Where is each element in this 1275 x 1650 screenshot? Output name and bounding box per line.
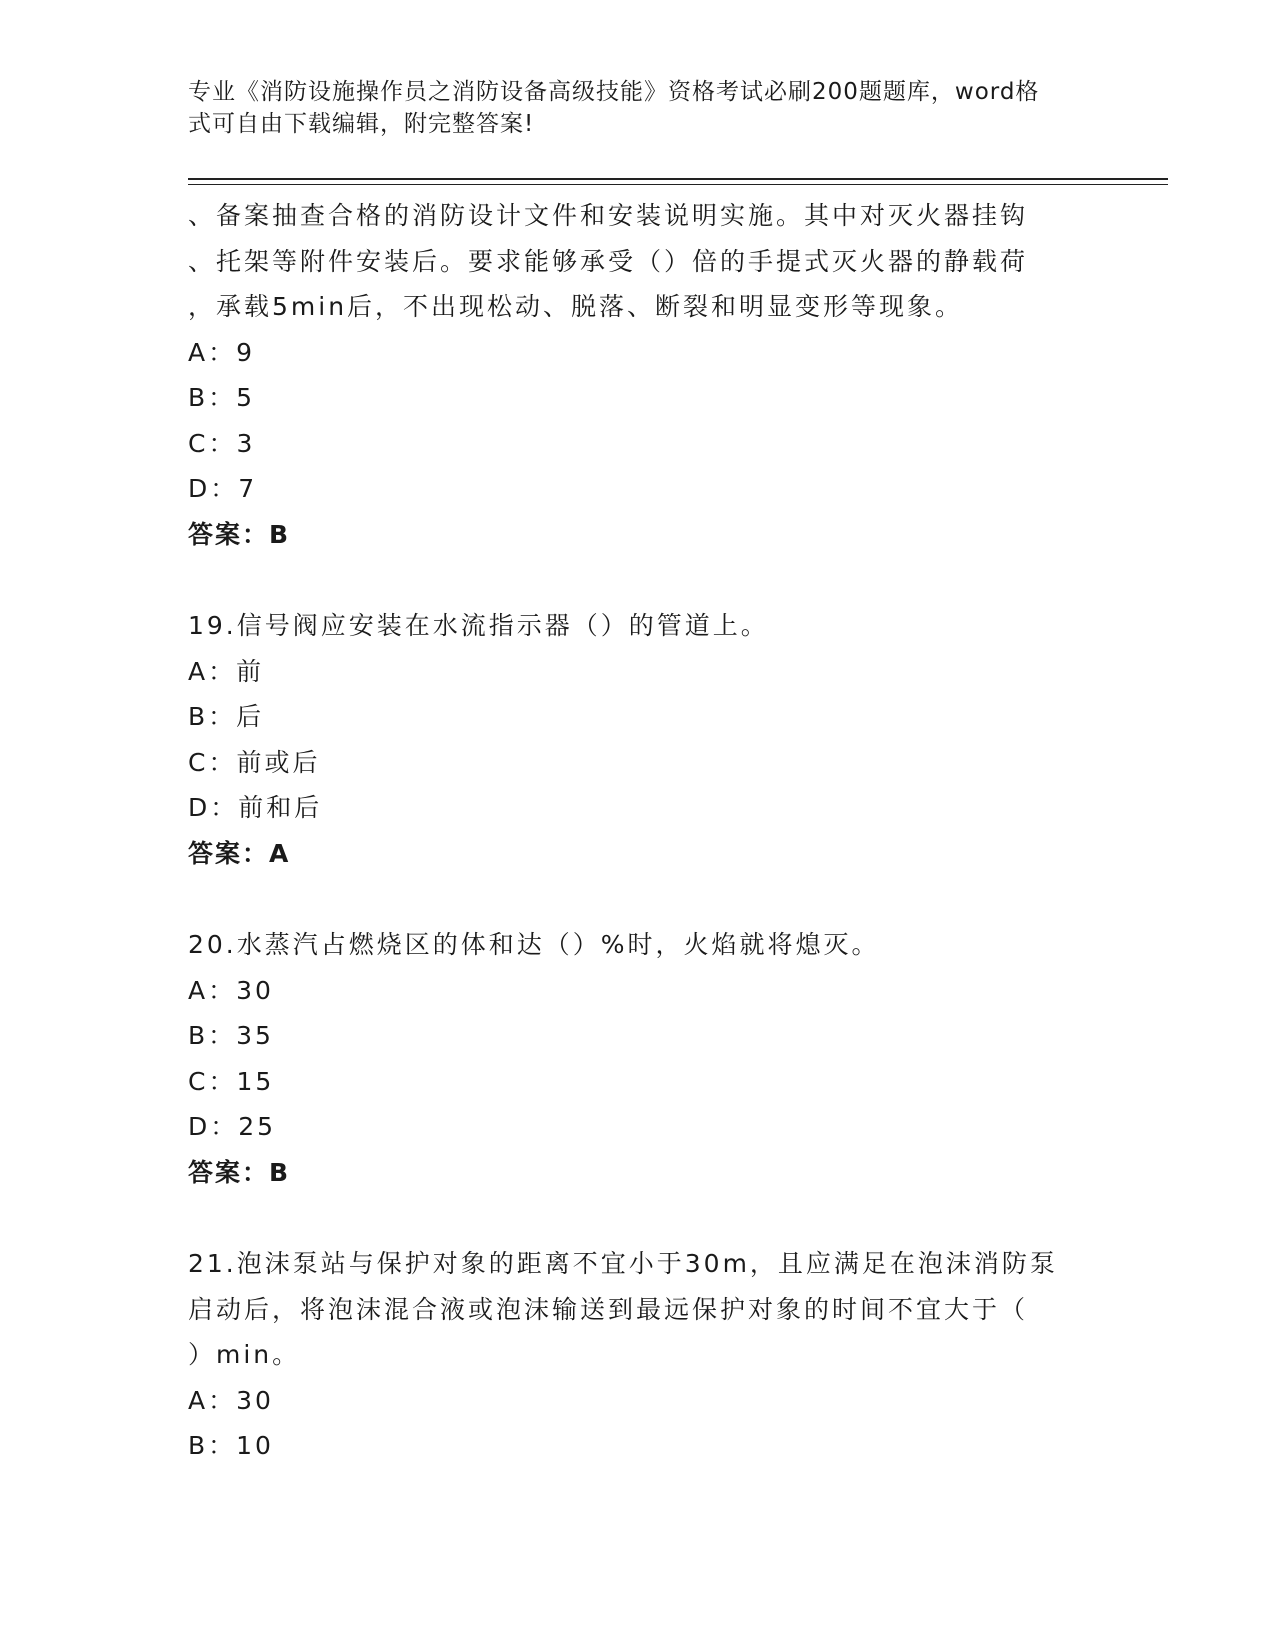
question-18-continuation [188,193,1068,557]
option-b: B：后 [188,702,265,731]
option-a: A：前 [188,656,265,686]
option-c: C：3 [188,428,256,458]
answer: 答案：B [188,519,291,549]
header-divider-top [188,178,1168,180]
answer: 答案：A [188,838,291,868]
option-b: B：5 [188,383,256,412]
option-a: A：30 [188,1385,274,1415]
option-c: C：15 [188,1066,275,1096]
header-line-1: 专业《消防设施操作员之消防设备高级技能》资格考试必刷200题题库，word格 [188,79,1040,105]
question-list [188,193,1068,1469]
question-text-line: 、托架等附件安装后。要求能够承受（）倍的手提式灭火器的静载荷 [188,246,1029,276]
option-d: D：前和后 [188,793,323,822]
option-d: D：7 [188,474,258,503]
answer: 答案：B [188,1157,291,1187]
question-text-line: ，承载5min后，不出现松动、脱落、断裂和明显变形等现象。 [188,292,964,321]
question-text-line: ）min。 [188,1340,301,1369]
header-divider-bottom [188,184,1168,185]
question-19 [188,603,1068,876]
header-line-2: 式可自由下载编辑，附完整答案! [188,111,535,137]
option-a: A：9 [188,337,256,367]
option-b: B：35 [188,1021,274,1050]
question-text-line: 20.水蒸汽占燃烧区的体和达（）%时，火焰就将熄灭。 [188,930,880,959]
question-20 [188,922,1068,1195]
option-a: A：30 [188,975,274,1005]
option-c: C：前或后 [188,747,321,777]
question-21 [188,1241,1068,1469]
question-text-line: 启动后，将泡沫混合液或泡沫输送到最远保护对象的时间不宜大于（ [188,1294,1029,1324]
question-text-line: 19.信号阀应安装在水流指示器（）的管道上。 [188,611,769,640]
document-header [188,76,1068,140]
option-b: B：10 [188,1431,274,1460]
question-text-line: 、备案抽查合格的消防设计文件和安装说明实施。其中对灭火器挂钩 [188,201,1029,230]
question-text-line: 21.泡沫泵站与保护对象的距离不宜小于30m，且应满足在泡沫消防泵 [188,1249,1058,1278]
option-d: D：25 [188,1112,277,1141]
